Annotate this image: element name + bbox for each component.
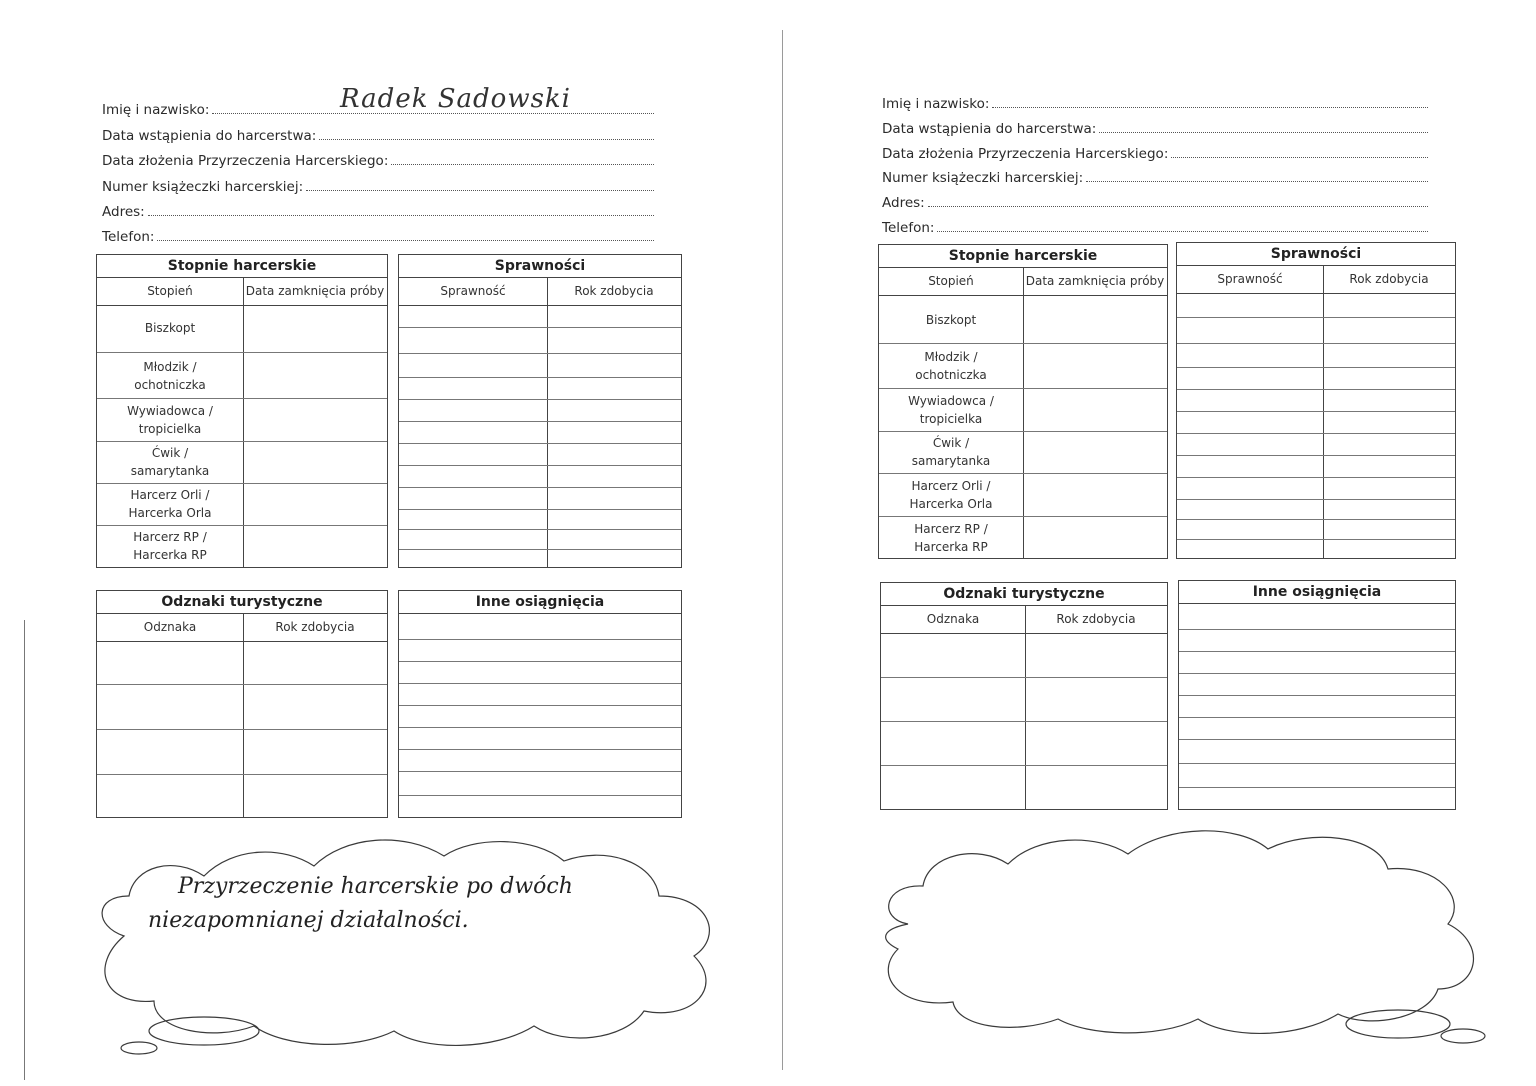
tourist-badge-column-header: Odznaka [143, 620, 197, 634]
phone-label: Telefon: [102, 229, 155, 245]
badges-table-header [399, 277, 681, 306]
other-achievements-table [1178, 580, 1456, 810]
booklet-number-field[interactable] [882, 166, 1428, 186]
phone-field[interactable] [102, 225, 654, 245]
badge-column-header: Sprawność [1217, 272, 1283, 286]
cloud-handwritten-note: Przyrzeczenie harcerskie po dwóch niezapomnianej działalności. [148, 874, 573, 933]
right-page [768, 0, 1536, 1086]
rank-row-label: Ćwik / samarytanka [911, 436, 991, 468]
booklet-number-label: Numer książeczki harcerskiej: [882, 170, 1084, 186]
promise-date-label: Data złożenia Przyrzeczenia Harcerskiego: [882, 146, 1169, 162]
join-date-label: Data wstąpienia do harcerstwa: [882, 121, 1097, 137]
booklet-number-label: Numer książeczki harcerskiej: [102, 179, 304, 195]
tourist-badges-header [881, 605, 1167, 634]
other-achievements-title: Inne osiągnięcia [1179, 581, 1455, 604]
address-label: Adres: [882, 195, 925, 211]
badges-table-title: Sprawności [1177, 243, 1455, 266]
rank-row-label: Harcerz RP / Harcerka RP [914, 522, 988, 554]
address-field[interactable] [882, 191, 1428, 211]
ranks-table [96, 254, 388, 568]
tourist-year-column-header: Rok zdobycia [1056, 612, 1136, 626]
address-label: Adres: [102, 204, 145, 220]
other-achievements-title: Inne osiągnięcia [399, 591, 681, 614]
tourist-badges-header [97, 613, 387, 642]
other-achievements-table [398, 590, 682, 818]
rank-row-label: Ćwik / samarytanka [130, 446, 210, 478]
tourist-year-column-header: Rok zdobycia [275, 620, 355, 634]
rank-row-label: Młodzik / ochotniczka [134, 360, 206, 392]
rank-column-header: Stopień [147, 284, 193, 298]
phone-label: Telefon: [882, 220, 935, 236]
badges-table [398, 254, 682, 568]
rank-row-label: Biszkopt [144, 321, 196, 335]
name-label: Imię i nazwisko: [102, 102, 210, 118]
name-field[interactable] [882, 92, 1428, 112]
promise-date-label: Data złożenia Przyrzeczenia Harcerskiego: [102, 153, 389, 169]
join-date-label: Data wstąpienia do harcerstwa: [102, 128, 317, 144]
rank-row-label: Młodzik / ochotniczka [915, 350, 987, 382]
rank-row-label: Harcerz RP / Harcerka RP [133, 530, 207, 562]
tourist-badges-table [880, 582, 1168, 810]
tourist-badge-column-header: Odznaka [926, 612, 980, 626]
year-column-header: Rok zdobycia [1349, 272, 1429, 286]
tourist-badges-title: Odznaki turystyczne [97, 591, 387, 614]
rank-row-label: Wywiadowca / tropicielka [127, 404, 213, 436]
promise-date-field[interactable] [102, 149, 654, 169]
ranks-table-title: Stopnie harcerskie [97, 255, 387, 278]
closing-date-column-header: Data zamknięcia próby [245, 284, 385, 298]
rank-row-label: Harcerz Orli / Harcerka Orla [128, 488, 212, 520]
rank-row-label: Biszkopt [925, 313, 977, 327]
year-column-header: Rok zdobycia [574, 284, 654, 298]
rank-column-header: Stopień [928, 274, 974, 288]
badge-column-header: Sprawność [440, 284, 506, 298]
join-date-field[interactable] [882, 117, 1428, 137]
booklet-number-field[interactable] [102, 175, 654, 195]
rank-row-label: Harcerz Orli / Harcerka Orla [909, 479, 993, 511]
ranks-table-header [97, 277, 387, 306]
tourist-badges-title: Odznaki turystyczne [881, 583, 1167, 606]
badges-table-header [1177, 265, 1455, 294]
phone-field[interactable] [882, 216, 1428, 236]
ranks-table [878, 244, 1168, 559]
ranks-table-title: Stopnie harcerskie [879, 245, 1167, 268]
promise-date-field[interactable] [882, 142, 1428, 162]
handwritten-signature: Radek Sadowski [340, 84, 572, 114]
closing-date-column-header: Data zamknięcia próby [1025, 274, 1165, 288]
cloud-shape [84, 826, 724, 1056]
address-field[interactable] [102, 200, 654, 220]
badges-table-title: Sprawności [399, 255, 681, 278]
rank-row-label: Wywiadowca / tropicielka [908, 394, 994, 426]
badges-table [1176, 242, 1456, 559]
tourist-badges-table [96, 590, 388, 818]
name-label: Imię i nazwisko: [882, 96, 990, 112]
join-date-field[interactable] [102, 124, 654, 144]
cloud-shape [868, 824, 1508, 1054]
